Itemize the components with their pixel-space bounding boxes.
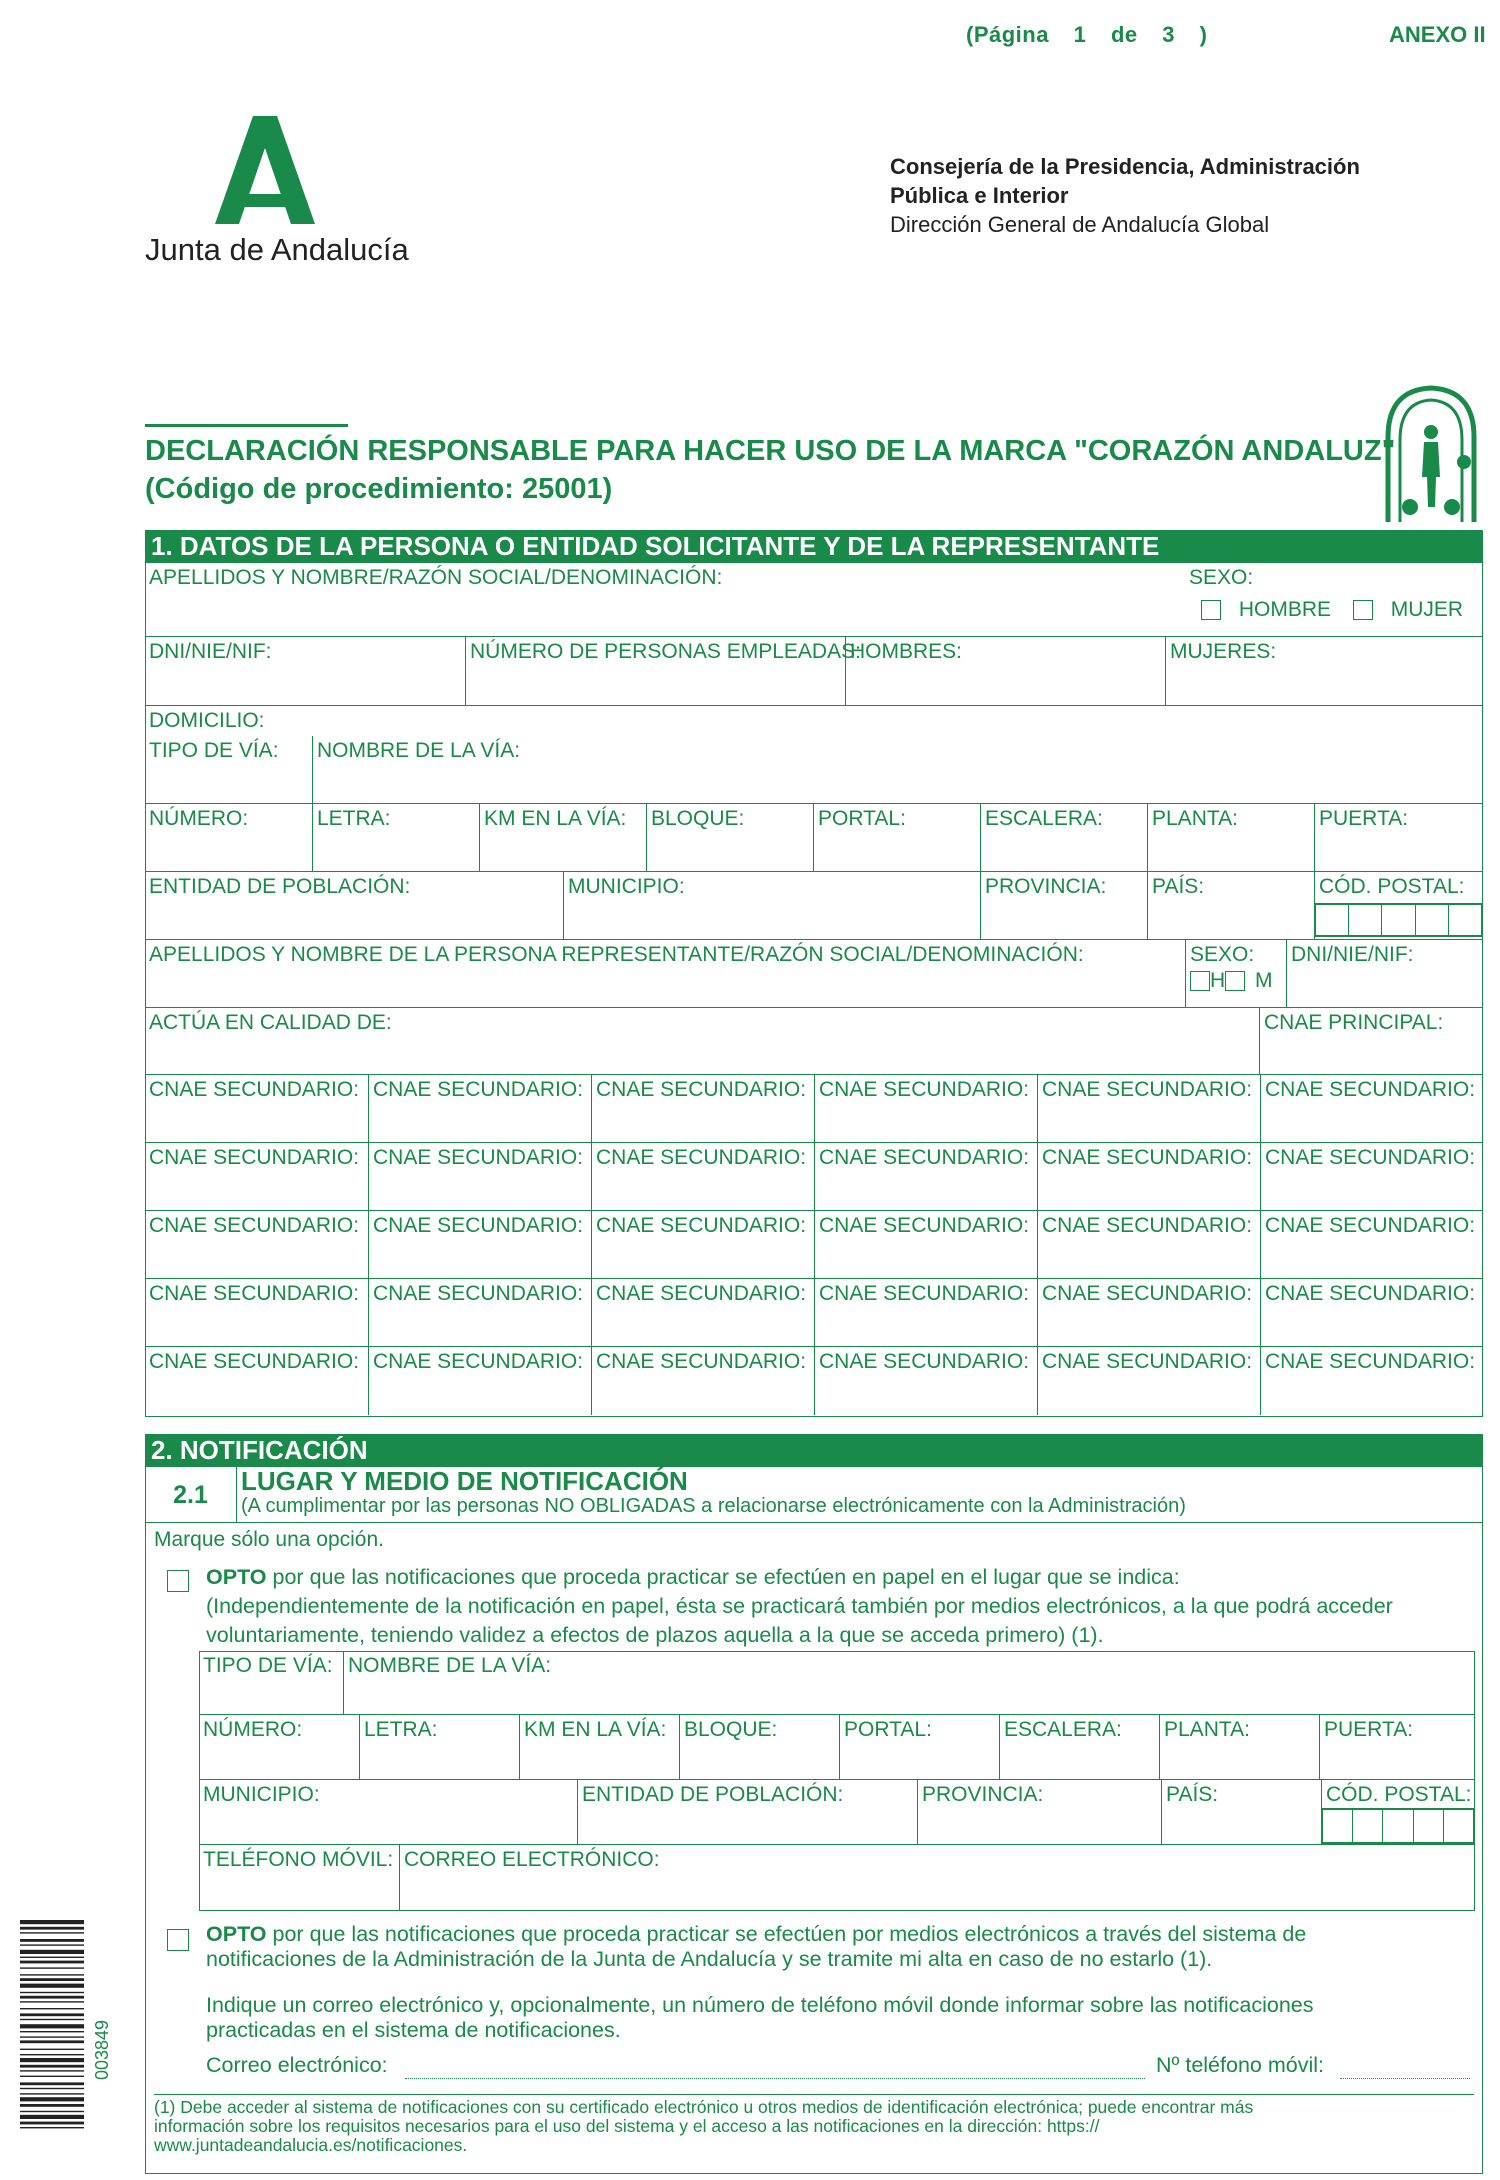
papel-field-planta[interactable] xyxy=(1159,1715,1319,1779)
label-cnae-secundario: CNAE SECUNDARIO: xyxy=(596,1146,807,1169)
opto-label-1: OPTO xyxy=(206,1565,267,1589)
field-sexo xyxy=(1185,563,1483,636)
andalucia-emblem-icon xyxy=(1380,382,1482,524)
label-sexo-rep: SEXO: xyxy=(1190,943,1255,966)
field-portal[interactable] xyxy=(813,804,980,871)
papel-row-contact xyxy=(199,1845,1475,1911)
papel-label-numero: NÚMERO: xyxy=(203,1718,303,1741)
label-cnae-secundario: CNAE SECUNDARIO: xyxy=(373,1214,584,1237)
label-cnae-secundario: CNAE SECUNDARIO: xyxy=(1265,1214,1476,1237)
papel-field-bloque[interactable] xyxy=(679,1715,839,1779)
label-dni-rep: DNI/NIE/NIF: xyxy=(1291,943,1414,966)
label-planta: PLANTA: xyxy=(1152,807,1238,830)
pagina-close: ) xyxy=(1199,22,1208,47)
label-cnae-secundario: CNAE SECUNDARIO: xyxy=(1042,1146,1253,1169)
logo-name: Junta de Andalucía xyxy=(145,232,409,267)
pagina-de: de xyxy=(1110,22,1138,47)
pagina-label: (Página xyxy=(966,22,1049,47)
field-pais[interactable] xyxy=(1147,872,1314,939)
field-cnae-secundario[interactable] xyxy=(814,1211,1037,1278)
papel-label-provincia: PROVINCIA: xyxy=(922,1783,1044,1806)
label-mujer: MUJER xyxy=(1390,598,1464,621)
field-sexo-rep xyxy=(1185,940,1286,1007)
label-cnae-secundario: CNAE SECUNDARIO: xyxy=(596,1078,807,1101)
indique-line2: practicadas en el sistema de notificaciones. xyxy=(206,2018,621,2042)
field-cnae-secundario[interactable] xyxy=(368,1279,591,1346)
row-domicilio xyxy=(145,706,1483,804)
papel-label-escalera: ESCALERA: xyxy=(1004,1718,1122,1741)
label-cnae-secundario: CNAE SECUNDARIO: xyxy=(819,1350,1030,1373)
papel-field-escalera[interactable] xyxy=(999,1715,1159,1779)
label-cnae-secundario: CNAE SECUNDARIO: xyxy=(1042,1350,1253,1373)
label-cnae-secundario: CNAE SECUNDARIO: xyxy=(373,1146,584,1169)
row-representante xyxy=(145,940,1483,1008)
field-actua[interactable] xyxy=(145,1008,1259,1074)
papel-label-telefono: TELÉFONO MÓVIL: xyxy=(203,1848,394,1871)
field-cnae-secundario[interactable] xyxy=(145,1075,368,1142)
label-cnae-secundario: CNAE SECUNDARIO: xyxy=(1265,1350,1476,1373)
field-mujeres[interactable] xyxy=(1165,637,1483,705)
papel-label-pais: PAÍS: xyxy=(1166,1783,1219,1806)
field-cnae-secundario[interactable] xyxy=(1260,1211,1483,1278)
pagina-num: 1 xyxy=(1073,22,1087,47)
section2-heading: 2. NOTIFICACIÓN xyxy=(145,1434,1483,1467)
cnae-row xyxy=(145,1075,1483,1143)
label-cnae-secundario: CNAE SECUNDARIO: xyxy=(1042,1078,1253,1101)
marque-instruction: Marque sólo una opción. xyxy=(154,1528,384,1551)
papel-label-planta: PLANTA: xyxy=(1164,1718,1250,1741)
field-cnae-secundario[interactable] xyxy=(814,1075,1037,1142)
sexo-options xyxy=(1189,598,1479,622)
label-hombre: HOMBRE xyxy=(1238,598,1332,621)
papel-field-km[interactable] xyxy=(519,1715,679,1779)
label-pais: PAÍS: xyxy=(1152,875,1205,898)
label-sexo: SEXO: xyxy=(1189,566,1254,589)
label-cnae-secundario: CNAE SECUNDARIO: xyxy=(149,1078,360,1101)
label-cnae-secundario: CNAE SECUNDARIO: xyxy=(596,1282,807,1305)
field-cnae-secundario[interactable] xyxy=(1260,1143,1483,1210)
label-provincia: PROVINCIA: xyxy=(985,875,1107,898)
label-cnae-secundario: CNAE SECUNDARIO: xyxy=(819,1078,1030,1101)
anexo-label: ANEXO II xyxy=(1389,22,1486,47)
field-km[interactable] xyxy=(479,804,646,871)
label-nombre-via: NOMBRE DE LA VÍA: xyxy=(317,739,521,762)
document-title xyxy=(145,432,1395,508)
papel-cod-postal-boxes[interactable] xyxy=(1321,1808,1475,1844)
field-municipio[interactable] xyxy=(563,872,980,939)
papel-field-puerta[interactable] xyxy=(1319,1715,1475,1779)
subsection-title: LUGAR Y MEDIO DE NOTIFICACIÓN xyxy=(241,1466,688,1496)
label-entidad-poblacion: ENTIDAD DE POBLACIÓN: xyxy=(149,875,411,898)
row-address-details xyxy=(145,804,1483,872)
label-bloque: BLOQUE: xyxy=(651,807,745,830)
section1-heading: 1. DATOS DE LA PERSONA O ENTIDAD SOLICITANTE Y DE LA REPRESENTANTE xyxy=(145,530,1483,563)
label-tipo-via: TIPO DE VÍA: xyxy=(149,739,279,762)
papel-label-municipio: MUNICIPIO: xyxy=(203,1783,320,1806)
label-cnae-secundario: CNAE SECUNDARIO: xyxy=(1265,1078,1476,1101)
field-cnae-secundario[interactable] xyxy=(368,1075,591,1142)
field-cnae-secundario[interactable] xyxy=(1037,1143,1260,1210)
pagina-total: 3 xyxy=(1162,22,1176,47)
correo-label: Correo electrónico: xyxy=(206,2053,388,2077)
papel-field-nombre-via[interactable] xyxy=(343,1651,1475,1714)
label-escalera: ESCALERA: xyxy=(985,807,1103,830)
field-letra[interactable] xyxy=(312,804,479,871)
label-letra: LETRA: xyxy=(317,807,391,830)
opto-label-2: OPTO xyxy=(206,1922,267,1946)
checkbox-m[interactable] xyxy=(1225,971,1245,991)
papel-label-cod-postal: CÓD. POSTAL: xyxy=(1326,1783,1472,1806)
opt1-line3: voluntariamente, teniendo validez a efectos de plazos aquella a la que se acceda primero) (1). xyxy=(206,1623,1104,1647)
label-cnae-secundario: CNAE SECUNDARIO: xyxy=(596,1214,807,1237)
label-hombres: HOMBRES: xyxy=(850,640,963,663)
field-cnae-secundario[interactable] xyxy=(1037,1347,1260,1415)
field-cnae-secundario[interactable] xyxy=(814,1279,1037,1346)
field-cnae-secundario[interactable] xyxy=(1037,1075,1260,1142)
field-provincia[interactable] xyxy=(980,872,1147,939)
field-apellidos[interactable] xyxy=(145,563,1185,636)
field-hombres[interactable] xyxy=(845,637,1165,705)
label-cnae-secundario: CNAE SECUNDARIO: xyxy=(1265,1282,1476,1305)
field-cnae-secundario[interactable] xyxy=(591,1143,814,1210)
label-cnae-secundario: CNAE SECUNDARIO: xyxy=(1042,1214,1253,1237)
field-cnae-secundario[interactable] xyxy=(145,1347,368,1415)
label-cnae-secundario: CNAE SECUNDARIO: xyxy=(373,1078,584,1101)
papel-field-tipo-via[interactable] xyxy=(199,1651,343,1714)
page-counter xyxy=(966,22,1207,48)
field-cnae-secundario[interactable] xyxy=(145,1143,368,1210)
indique-text xyxy=(206,1993,1476,2043)
papel-label-letra: LETRA: xyxy=(364,1718,438,1741)
papel-field-portal[interactable] xyxy=(839,1715,999,1779)
label-actua: ACTÚA EN CALIDAD DE: xyxy=(149,1011,392,1034)
label-cnae-secundario: CNAE SECUNDARIO: xyxy=(1042,1282,1253,1305)
papel-field-numero[interactable] xyxy=(199,1715,359,1779)
checkbox-opto-electronico[interactable] xyxy=(167,1929,189,1951)
field-cnae-secundario[interactable] xyxy=(591,1347,814,1415)
papel-label-portal: PORTAL: xyxy=(844,1718,932,1741)
subsection-number: 2.1 xyxy=(145,1467,237,1523)
opt1-line2: (Independientemente de la notificación en papel, ésta se practicará también por medios electrónicos, a la que podrá acceder xyxy=(206,1594,1393,1618)
label-cnae-secundario: CNAE SECUNDARIO: xyxy=(149,1146,360,1169)
cnae-row xyxy=(145,1279,1483,1347)
papel-label-entidad-poblacion: ENTIDAD DE POBLACIÓN: xyxy=(582,1783,844,1806)
movil-label: Nº teléfono móvil: xyxy=(1156,2053,1324,2077)
papel-label-puerta: PUERTA: xyxy=(1324,1718,1414,1741)
row-dni xyxy=(145,637,1483,706)
label-cnae-secundario: CNAE SECUNDARIO: xyxy=(149,1282,360,1305)
papel-field-entidad-poblacion[interactable] xyxy=(577,1780,917,1844)
field-num-empleadas xyxy=(465,637,861,705)
label-numero: NÚMERO: xyxy=(149,807,249,830)
field-dni[interactable] xyxy=(145,637,465,705)
footnote-line1: (1) Debe acceder al sistema de notificaciones con su certificado electrónico u otros medios de identificación electrónica; puede encontrar más xyxy=(154,2097,1254,2117)
label-representante: APELLIDOS Y NOMBRE DE LA PERSONA REPRESENTANTE/RAZÓN SOCIAL/DENOMINACIÓN: xyxy=(149,943,1084,966)
papel-field-correo[interactable] xyxy=(399,1845,1475,1911)
label-portal: PORTAL: xyxy=(818,807,906,830)
label-cnae-secundario: CNAE SECUNDARIO: xyxy=(373,1282,584,1305)
label-num-empleadas: NÚMERO DE PERSONAS EMPLEADAS: xyxy=(470,640,861,663)
label-m: M xyxy=(1255,969,1273,992)
field-cnae-secundario[interactable] xyxy=(814,1143,1037,1210)
field-puerta[interactable] xyxy=(1314,804,1483,871)
field-cnae-principal[interactable] xyxy=(1259,1008,1483,1074)
footnote-rule xyxy=(154,2094,1474,2095)
opt1-line1: por que las notificaciones que proceda practicar se efectúen en papel en el lugar que se indica: xyxy=(266,1565,1180,1589)
papel-field-letra[interactable] xyxy=(359,1715,519,1779)
label-cnae-principal: CNAE PRINCIPAL: xyxy=(1264,1011,1444,1034)
field-escalera[interactable] xyxy=(980,804,1147,871)
checkbox-opto-papel[interactable] xyxy=(167,1570,189,1592)
field-cnae-secundario[interactable] xyxy=(814,1347,1037,1415)
label-apellidos: APELLIDOS Y NOMBRE/RAZÓN SOCIAL/DENOMINACIÓN: xyxy=(149,566,723,589)
papel-field-pais[interactable] xyxy=(1161,1780,1321,1844)
correo-input[interactable] xyxy=(405,2078,1145,2079)
sexo-rep-options xyxy=(1190,969,1282,993)
title-line1: DECLARACIÓN RESPONSABLE PARA HACER USO DE LA MARCA "CORAZÓN ANDALUZ" xyxy=(145,435,1396,467)
opt2-line2: notificaciones de la Administración de la Junta de Andalucía y se tramite mi alta en caso de no estarlo (1). xyxy=(206,1947,1213,1971)
title-line2: (Código de procedimiento: 25001) xyxy=(145,473,613,505)
field-cnae-secundario[interactable] xyxy=(1037,1211,1260,1278)
label-cnae-secundario: CNAE SECUNDARIO: xyxy=(149,1214,360,1237)
field-planta[interactable] xyxy=(1147,804,1314,871)
consejeria-line2: Pública e Interior xyxy=(890,183,1069,208)
checkbox-hombre[interactable] xyxy=(1201,600,1221,620)
consejeria-block xyxy=(890,152,1360,239)
papel-label-bloque: BLOQUE: xyxy=(684,1718,778,1741)
label-cnae-secundario: CNAE SECUNDARIO: xyxy=(1265,1146,1476,1169)
opt2-text xyxy=(206,1922,1476,1972)
label-cnae-secundario: CNAE SECUNDARIO: xyxy=(149,1350,360,1373)
field-cnae-secundario[interactable] xyxy=(368,1347,591,1415)
field-representante[interactable] xyxy=(145,940,1185,1007)
row-actua xyxy=(145,1008,1483,1075)
papel-label-nombre-via: NOMBRE DE LA VÍA: xyxy=(348,1654,552,1677)
consejeria-line1: Consejería de la Presidencia, Administración xyxy=(890,154,1360,179)
cnae-row xyxy=(145,1347,1483,1415)
field-cnae-secundario[interactable] xyxy=(591,1075,814,1142)
label-cnae-secundario: CNAE SECUNDARIO: xyxy=(819,1214,1030,1237)
field-cnae-secundario[interactable] xyxy=(1260,1279,1483,1346)
cnae-row xyxy=(145,1143,1483,1211)
subsection-header xyxy=(145,1467,1483,1523)
label-cnae-secundario: CNAE SECUNDARIO: xyxy=(373,1350,584,1373)
cnae-row xyxy=(145,1211,1483,1279)
label-h: H xyxy=(1210,969,1226,992)
checkbox-mujer[interactable] xyxy=(1353,600,1373,620)
footnote-line3: www.juntadeandalucia.es/notificaciones. xyxy=(154,2135,468,2155)
field-cnae-secundario[interactable] xyxy=(591,1279,814,1346)
field-numero[interactable] xyxy=(145,804,312,871)
papel-label-tipo-via: TIPO DE VÍA: xyxy=(203,1654,333,1677)
field-cnae-secundario[interactable] xyxy=(368,1211,591,1278)
subsection-note: (A cumplimentar por las personas NO OBLIGADAS a relacionarse electrónicamente con la Administración) xyxy=(241,1495,1186,1517)
papel-field-telefono[interactable] xyxy=(199,1845,399,1911)
direccion-general: Dirección General de Andalucía Global xyxy=(890,212,1270,237)
row-applicant xyxy=(145,563,1483,637)
label-cod-postal: CÓD. POSTAL: xyxy=(1319,875,1465,898)
row-location xyxy=(145,872,1483,940)
opt2-line1: por que las notificaciones que proceda practicar se efectúen por medios electrónicos a través del sistema de xyxy=(266,1922,1307,1946)
papel-row-details xyxy=(199,1715,1475,1780)
field-cnae-secundario[interactable] xyxy=(145,1279,368,1346)
footnote xyxy=(154,2098,1474,2155)
label-puerta: PUERTA: xyxy=(1319,807,1409,830)
label-cnae-secundario: CNAE SECUNDARIO: xyxy=(819,1282,1030,1305)
field-cnae-secundario[interactable] xyxy=(368,1143,591,1210)
field-nombre-via[interactable] xyxy=(312,736,1483,803)
barcode-icon xyxy=(20,1920,84,2175)
field-tipo-via[interactable] xyxy=(145,736,312,803)
label-dni: DNI/NIE/NIF: xyxy=(149,640,272,663)
field-cnae-secundario[interactable] xyxy=(591,1211,814,1278)
label-km: KM EN LA VÍA: xyxy=(484,807,627,830)
opt1-text xyxy=(206,1563,1476,1650)
field-bloque[interactable] xyxy=(646,804,813,871)
field-entidad-poblacion[interactable] xyxy=(145,872,563,939)
papel-row-via xyxy=(199,1651,1475,1715)
side-code: 003849 xyxy=(92,2019,112,2080)
papel-label-correo: CORREO ELECTRÓNICO: xyxy=(404,1848,660,1871)
title-rule xyxy=(145,424,348,427)
papel-label-km: KM EN LA VÍA: xyxy=(524,1718,667,1741)
papel-field-municipio[interactable] xyxy=(199,1780,577,1844)
field-cnae-secundario[interactable] xyxy=(145,1211,368,1278)
papel-field-provincia[interactable] xyxy=(917,1780,1161,1844)
papel-row-location xyxy=(199,1780,1475,1845)
label-cnae-secundario: CNAE SECUNDARIO: xyxy=(819,1146,1030,1169)
field-dni-rep[interactable] xyxy=(1286,940,1483,1007)
label-municipio: MUNICIPIO: xyxy=(568,875,685,898)
field-cnae-secundario[interactable] xyxy=(1037,1279,1260,1346)
footnote-line2: información sobre los requisitos necesarios para el uso del sistema y el acceso a las notificaciones en la dirección: https:// xyxy=(154,2116,1100,2136)
indique-line1: Indique un correo electrónico y, opcionalmente, un número de teléfono móvil donde informar sobre las notificaciones xyxy=(206,1993,1314,2017)
label-mujeres: MUJERES: xyxy=(1170,640,1277,663)
movil-input[interactable] xyxy=(1340,2078,1470,2079)
label-cnae-secundario: CNAE SECUNDARIO: xyxy=(596,1350,807,1373)
field-cnae-secundario[interactable] xyxy=(1260,1075,1483,1142)
checkbox-h[interactable] xyxy=(1190,971,1210,991)
label-domicilio-cell xyxy=(145,706,312,734)
label-domicilio: DOMICILIO: xyxy=(149,709,265,732)
field-cnae-secundario[interactable] xyxy=(1260,1347,1483,1415)
cod-postal-boxes[interactable] xyxy=(1314,903,1483,937)
